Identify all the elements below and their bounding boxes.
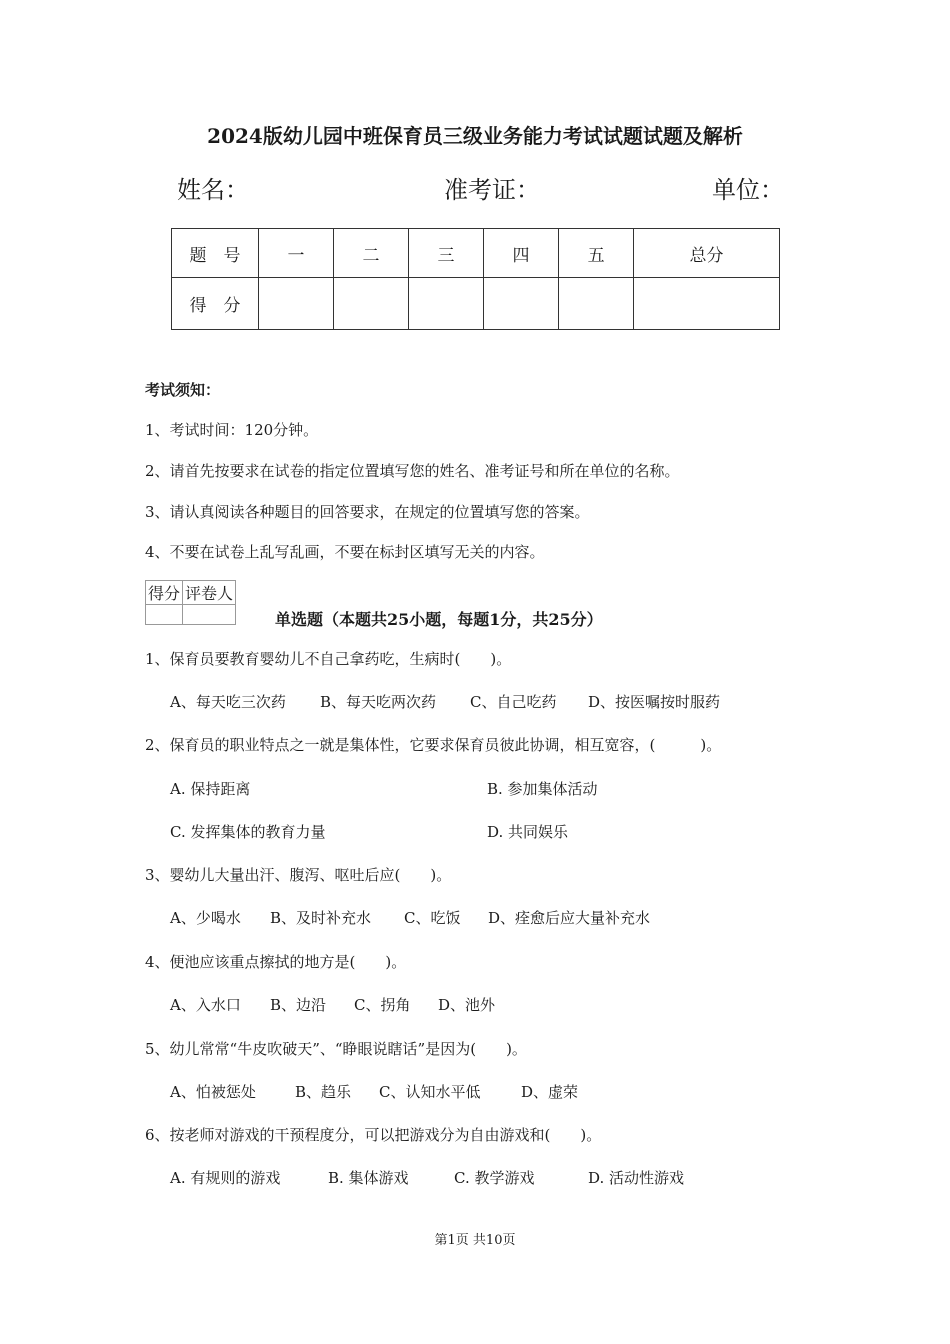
question-option: C、拐角 bbox=[354, 996, 411, 1014]
question-option: C. 发挥集体的教育力量 bbox=[170, 823, 326, 841]
question-option: B、每天吃两次药 bbox=[320, 693, 437, 711]
score-cell[interactable] bbox=[334, 278, 409, 330]
question-option: A、少喝水 bbox=[170, 909, 241, 927]
grader-reviewer-cell[interactable] bbox=[183, 605, 236, 625]
grader-box bbox=[145, 580, 236, 625]
score-table-header-row bbox=[172, 229, 780, 278]
notice-heading: 考试须知： bbox=[145, 381, 221, 399]
grader-score-cell[interactable] bbox=[146, 605, 183, 625]
question-option: A、入水口 bbox=[170, 996, 241, 1014]
score-cell[interactable] bbox=[484, 278, 559, 330]
page-title: 2024版幼儿园中班保育员三级业务能力考试试题试题及解析 bbox=[207, 124, 743, 148]
question-option: B、及时补充水 bbox=[270, 909, 372, 927]
score-cell[interactable] bbox=[634, 278, 780, 330]
question-text: 4、便池应该重点擦拭的地方是( )。 bbox=[145, 953, 407, 971]
question-text: 6、按老师对游戏的干预程度分，可以把游戏分为自由游戏和( )。 bbox=[145, 1126, 602, 1144]
question-option: B. 参加集体活动 bbox=[487, 780, 598, 798]
question-text: 1、保育员要教育婴幼儿不自己拿药吃，生病时( )。 bbox=[145, 650, 512, 668]
question-option: A、每天吃三次药 bbox=[170, 693, 286, 711]
score-cell[interactable] bbox=[259, 278, 334, 330]
question-option: B. 集体游戏 bbox=[328, 1169, 409, 1187]
question-option: D、痊愈后应大量补充水 bbox=[488, 909, 651, 927]
score-table-header-cell: 总分 bbox=[634, 229, 780, 278]
question-option: A. 保持距离 bbox=[170, 780, 251, 798]
unit-field-label: 单位： bbox=[712, 176, 784, 204]
question-option: A、怕被惩处 bbox=[170, 1083, 256, 1101]
question-option: B、边沿 bbox=[270, 996, 327, 1014]
question-option: C、自己吃药 bbox=[470, 693, 557, 711]
score-table-header-cell: 二 bbox=[334, 229, 409, 278]
score-cell[interactable] bbox=[409, 278, 484, 330]
question-option: D、按医嘱按时服药 bbox=[588, 693, 721, 711]
page-footer: 第1页 共10页 bbox=[434, 1233, 516, 1248]
notice-item: 4、不要在试卷上乱写乱画，不要在标封区填写无关的内容。 bbox=[145, 543, 545, 561]
notice-item: 3、请认真阅读各种题目的回答要求，在规定的位置填写您的答案。 bbox=[145, 503, 590, 521]
score-table bbox=[171, 228, 780, 330]
question-option: C、认知水平低 bbox=[379, 1083, 481, 1101]
question-text: 2、保育员的职业特点之一就是集体性，它要求保育员彼此协调，相互宽容，( )。 bbox=[145, 736, 722, 754]
score-table-header-cell: 三 bbox=[409, 229, 484, 278]
section-title: 单选题（本题共25小题，每题1分，共25分） bbox=[275, 610, 603, 629]
notice-item: 1、考试时间：120分钟。 bbox=[145, 421, 319, 439]
notice-item: 2、请首先按要求在试卷的指定位置填写您的姓名、准考证号和所在单位的名称。 bbox=[145, 462, 680, 480]
grader-score-label: 得分 bbox=[146, 581, 183, 605]
score-table-header-cell: 五 bbox=[559, 229, 634, 278]
score-table-header-cell: 一 bbox=[259, 229, 334, 278]
question-text: 5、幼儿常常“牛皮吹破天”、“睁眼说瞎话”是因为( )。 bbox=[145, 1040, 527, 1058]
question-option: D. 活动性游戏 bbox=[588, 1169, 685, 1187]
question-text: 3、婴幼儿大量出汗、腹泻、呕吐后应( )。 bbox=[145, 866, 452, 884]
score-table-row-label: 得 分 bbox=[172, 278, 259, 330]
score-table-score-row bbox=[172, 278, 780, 330]
score-table-header-label: 题 号 bbox=[172, 229, 259, 278]
question-option: D、池外 bbox=[438, 996, 496, 1014]
question-option: A. 有规则的游戏 bbox=[170, 1169, 281, 1187]
grader-reviewer-label: 评卷人 bbox=[183, 581, 236, 605]
question-option: B、趋乐 bbox=[295, 1083, 352, 1101]
question-option: D. 共同娱乐 bbox=[487, 823, 569, 841]
name-field-label: 姓名： bbox=[177, 176, 249, 204]
question-option: C. 教学游戏 bbox=[454, 1169, 535, 1187]
score-table-header-cell: 四 bbox=[484, 229, 559, 278]
question-option: D、虚荣 bbox=[521, 1083, 579, 1101]
question-option: C、吃饭 bbox=[404, 909, 461, 927]
exam-id-field-label: 准考证： bbox=[444, 176, 540, 204]
score-cell[interactable] bbox=[559, 278, 634, 330]
